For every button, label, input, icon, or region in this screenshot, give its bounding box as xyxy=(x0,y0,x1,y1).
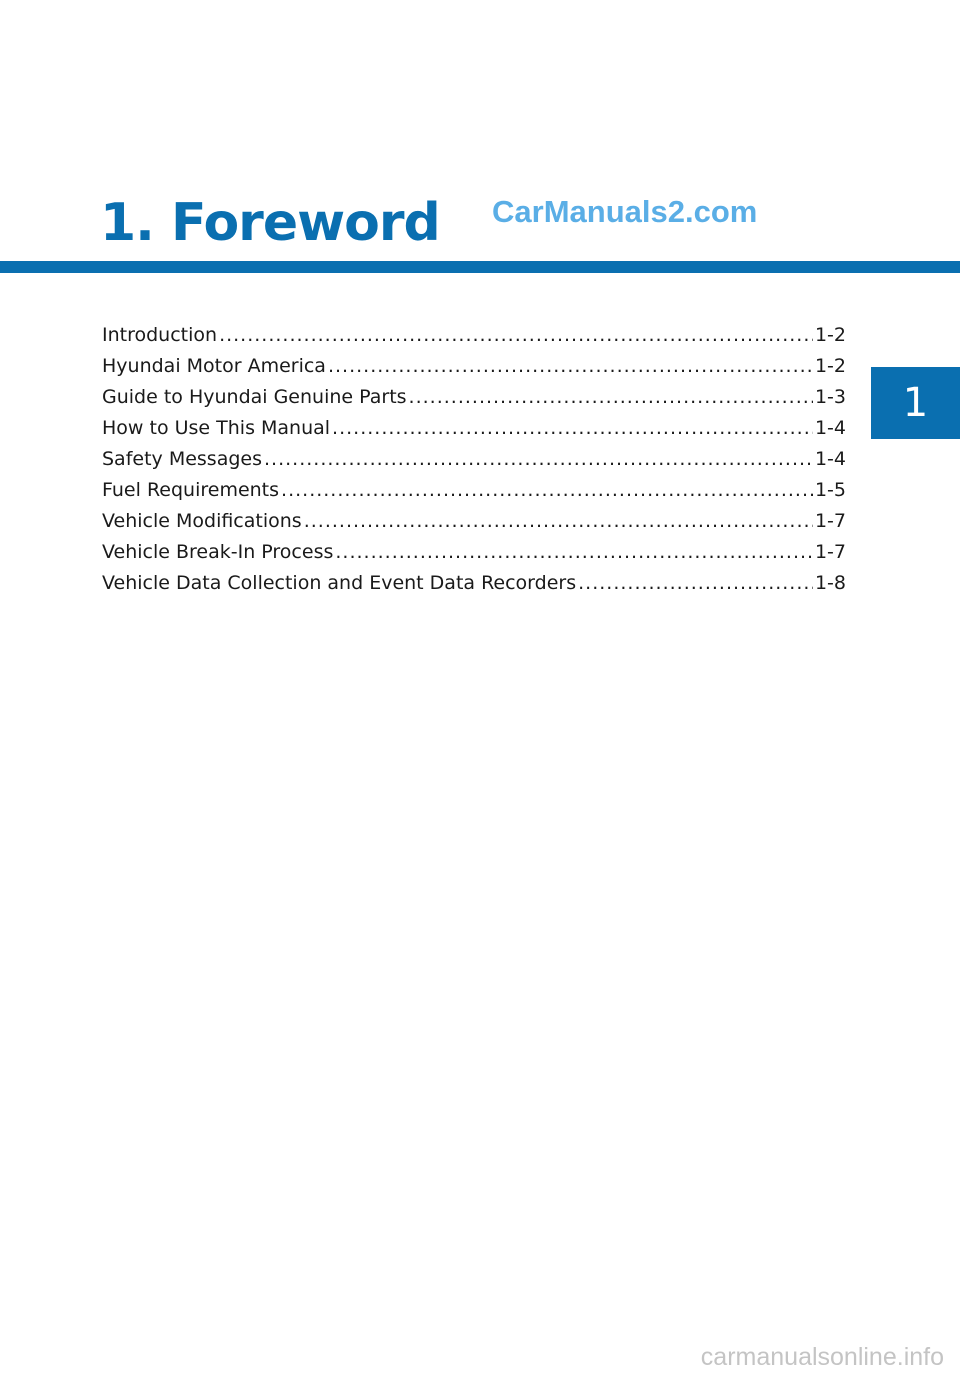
toc-dot-leader xyxy=(304,506,813,537)
toc-entry-page: 1-8 xyxy=(814,572,846,594)
toc-entry-page: 1-2 xyxy=(814,355,846,377)
toc-entry-title: Vehicle Modifications xyxy=(102,510,302,532)
toc-entry-page: 1-2 xyxy=(814,324,846,346)
toc-entry-page: 1-3 xyxy=(814,386,846,408)
toc-dot-leader xyxy=(409,382,813,413)
toc-dot-leader xyxy=(578,568,813,599)
toc-entry-title: Safety Messages xyxy=(102,448,262,470)
toc-entry-page: 1-5 xyxy=(814,479,846,501)
toc-dot-leader xyxy=(328,351,813,382)
toc-entry-title: Vehicle Break-In Process xyxy=(102,541,334,563)
toc-entry-page: 1-4 xyxy=(814,448,846,470)
toc-entry-break-in-process[interactable] xyxy=(102,537,846,568)
chapter-tab[interactable] xyxy=(871,367,960,439)
toc-dot-leader xyxy=(219,320,813,351)
toc-dot-leader xyxy=(264,444,813,475)
toc-entry-introduction[interactable] xyxy=(102,320,846,351)
toc-entry-title: Hyundai Motor America xyxy=(102,355,326,377)
toc-entry-title: Introduction xyxy=(102,324,218,346)
toc-entry-vehicle-modifications[interactable] xyxy=(102,506,846,537)
toc-dot-leader xyxy=(332,413,813,444)
toc-dot-leader xyxy=(335,537,813,568)
chapter-title: 1. Foreword xyxy=(100,193,440,253)
title-divider xyxy=(0,261,960,273)
toc-entry-genuine-parts[interactable] xyxy=(102,382,846,413)
toc-entry-title: Fuel Requirements xyxy=(102,479,280,501)
toc-entry-how-to-use[interactable] xyxy=(102,413,846,444)
toc-entry-data-collection[interactable] xyxy=(102,568,846,599)
chapter-tab-label: 1 xyxy=(902,380,929,426)
toc-entry-fuel-requirements[interactable] xyxy=(102,475,846,506)
watermark-top: CarManuals2.com xyxy=(492,194,758,229)
toc-entry-page: 1-7 xyxy=(814,541,846,563)
toc-entry-hyundai-motor-america[interactable] xyxy=(102,351,846,382)
table-of-contents xyxy=(102,320,846,599)
toc-entry-title: Guide to Hyundai Genuine Parts xyxy=(102,386,407,408)
toc-entry-page: 1-4 xyxy=(814,417,846,439)
toc-entry-page: 1-7 xyxy=(814,510,846,532)
toc-entry-title: How to Use This Manual xyxy=(102,417,331,439)
watermark-bottom: carmanualsonline.info xyxy=(700,1343,944,1371)
toc-entry-safety-messages[interactable] xyxy=(102,444,846,475)
toc-dot-leader xyxy=(281,475,813,506)
toc-entry-title: Vehicle Data Collection and Event Data Recorders xyxy=(102,572,577,594)
